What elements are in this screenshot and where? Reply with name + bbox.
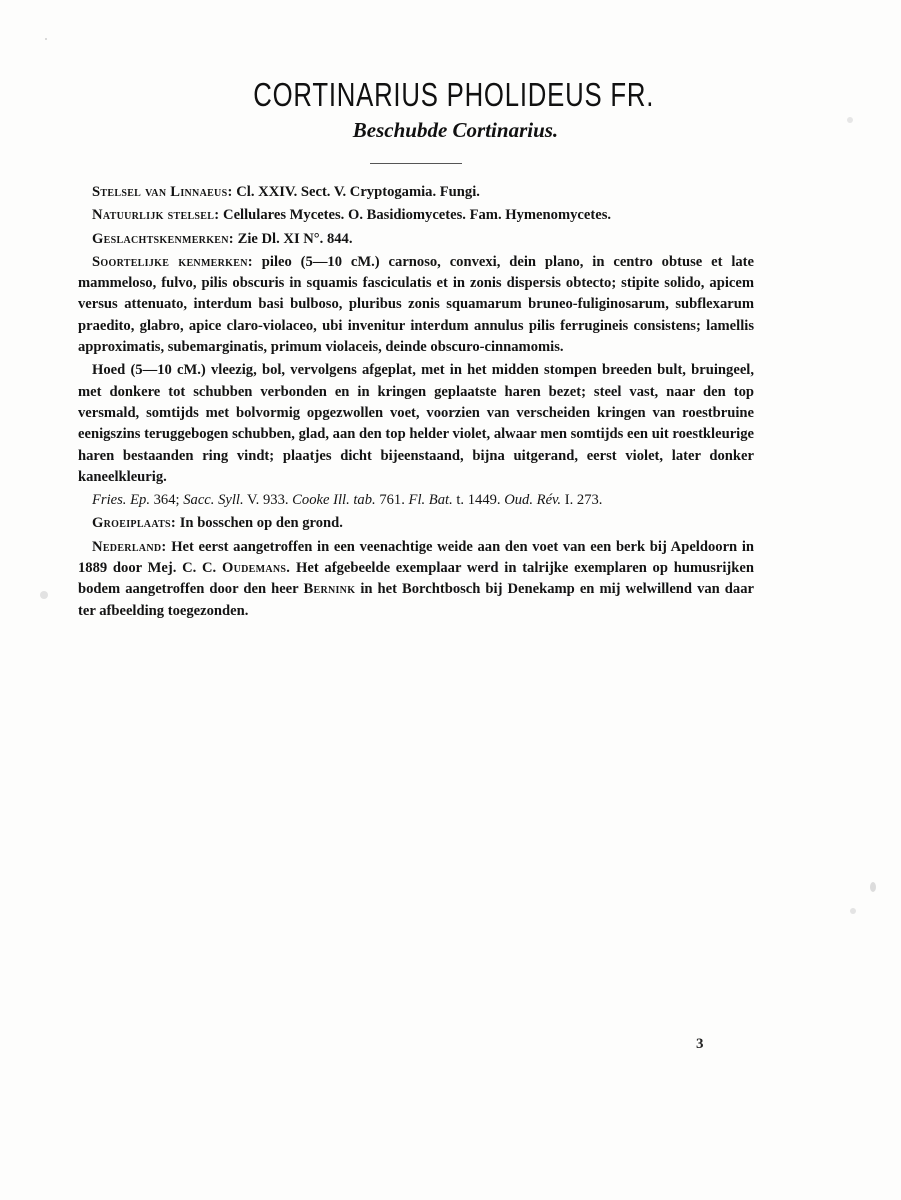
reference-name: Sacc. Syll.	[183, 492, 244, 509]
reference-name: Fries. Ep.	[92, 492, 150, 509]
netherlands-text-3: in het Borchtbosch bij Denekamp en mij welwillend van daar ter afbeelding toegezonden.	[78, 581, 754, 619]
main-text	[78, 182, 754, 624]
reference-value: 364;	[153, 492, 180, 509]
netherlands-entry	[78, 537, 754, 622]
reference-value: I. 273.	[564, 492, 603, 509]
page-number: 3	[696, 1036, 704, 1052]
habitat-text: In bosschen op den grond.	[179, 515, 343, 532]
netherlands-text-2: Het afgebeelde exemplaar werd in talrijke exemplaren op humusrijken bodem aangetroffen door den heer	[78, 560, 755, 598]
natural-system-label: Natuurlijk stelsel:	[92, 207, 220, 224]
dutch-description: Hoed (5—10 cM.) vleezig, bol, vervolgens afgeplat, met in het midden stompen breeden bult, bruingeel, met donkere tot schubben verbonden en in kringen geplaatste haren bezet; steel vast, naar den top versmald, somtijds met bolvormig opgezwollen voet, voorzien van verscheiden kringen van roestbruine eenigszins teruggebogen schubben, glad, aan den top helder violet, alwaar men somtijds een uit roestkleurige haren bestaanden ring vindt; plaatjes dicht bijeenstaand, bijna uitgerand, eerst violet, later donker kaneelkleurig.	[78, 362, 754, 485]
collector-name: Bernink	[303, 581, 356, 598]
genus-characteristics-label: Geslachtskenmerken:	[92, 230, 234, 247]
species-characteristics-text: pileo (5—10 cM.) carnoso, convexi, dein plano, in centro obtuse et late mammeloso, fulvo, pilis obscuris in squamis fasciculatis et in zonis dispersis obtecto; stipite solido, apicem versus attenuato, interdum basi bulboso, pluribus zonis squamarum bruneo-fuliginosarum, subflexarum praedito, glabro, apice claro-violaceo, ubi invenitur interdum annulus pilis ferrugineis consistens; lamellis approximatis, subemarginatis, primum violaceis, deinde obscuro-cinnamomis.	[78, 253, 755, 356]
natural-system-text: Cellulares Mycetes. O. Basidiomycetes. Fam. Hymenomycetes.	[223, 207, 612, 224]
reference-value: 761.	[379, 492, 405, 509]
paper-speck	[850, 908, 856, 914]
linnaeus-system-label: Stelsel van Linnaeus:	[92, 184, 233, 200]
reference-name: Cooke Ill. tab.	[292, 492, 376, 509]
genus-characteristics-entry	[78, 229, 754, 250]
genus-characteristics-text: Zie Dl. XI N°. 844.	[237, 230, 353, 247]
reference-value: t. 1449.	[456, 492, 501, 509]
habitat-entry	[78, 513, 754, 534]
reference-value: V. 933.	[247, 492, 289, 509]
species-title: CORTINARIUS PHOLIDEUS FR.	[253, 76, 655, 113]
reference-name: Fl. Bat.	[408, 492, 453, 509]
dutch-common-name: Beschubde Cortinarius.	[352, 118, 559, 142]
species-characteristics-label: Soortelijke kenmerken:	[92, 253, 253, 270]
habitat-label: Groeiplaats:	[92, 515, 177, 532]
species-characteristics-entry	[78, 252, 754, 358]
linnaeus-system-text: Cl. XXIV. Sect. V. Cryptogamia. Fungi.	[236, 184, 480, 200]
netherlands-text-1: Het eerst aangetroffen in een veenachtige weide aan den voet van een berk bij Apeldoorn in 1889 door Mej. C. C.	[78, 538, 754, 577]
references-line	[78, 490, 754, 511]
linnaeus-system-entry	[78, 182, 754, 203]
natural-system-entry	[78, 205, 754, 226]
title-divider	[370, 163, 462, 164]
paper-speck	[40, 591, 48, 599]
collector-name: Oudemans.	[221, 560, 291, 577]
paper-speck	[45, 38, 47, 40]
reference-name: Oud. Rév.	[504, 492, 562, 509]
netherlands-label: Nederland:	[92, 538, 167, 555]
paper-speck	[870, 882, 876, 892]
